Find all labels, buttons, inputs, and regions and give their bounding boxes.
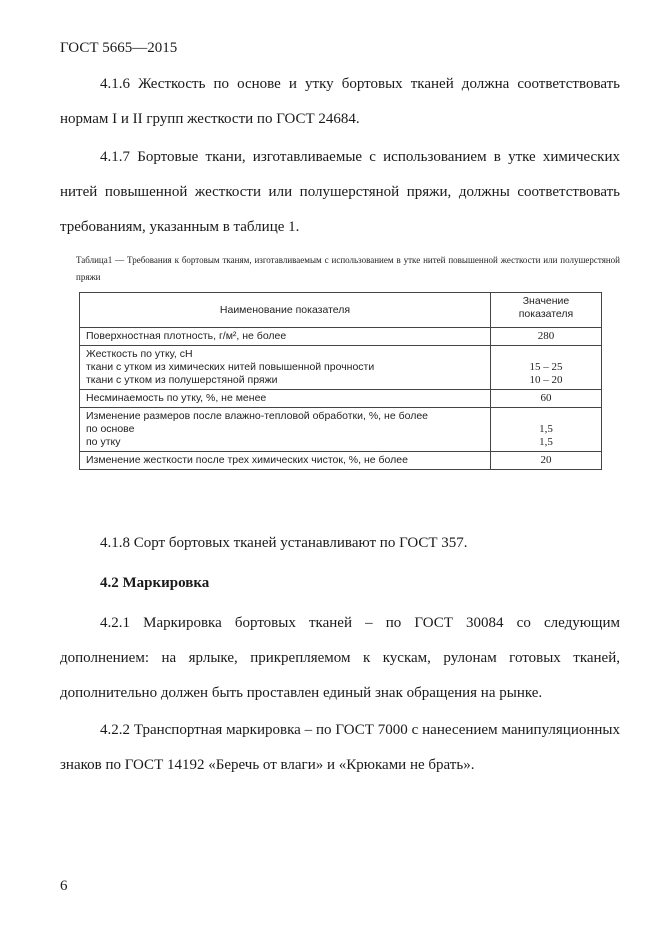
requirements-table: [79, 292, 602, 470]
table-row: [80, 328, 602, 346]
row-value-line: 15 – 25: [529, 361, 563, 373]
row-name-cell: [80, 328, 491, 346]
row-value-cell: [491, 328, 602, 346]
row-value-cell: [491, 408, 602, 452]
table-row: [80, 408, 602, 452]
document-header: ГОСТ 5665—2015: [60, 40, 178, 56]
row-value-line: 1,5: [539, 423, 553, 435]
section-heading-marking: 4.2 Маркировка: [100, 575, 210, 591]
row-name-line: по основе: [86, 423, 135, 435]
table-header-row: [80, 293, 602, 328]
column-header-value: [491, 293, 602, 328]
row-value-line: [497, 410, 595, 423]
row-name-line: Изменение жесткости после трех химических чисток, %, не более: [86, 454, 408, 466]
row-value-cell: [491, 346, 602, 390]
row-name-line: Поверхностная плотность, г/м², не более: [86, 330, 287, 342]
row-name-line: Жесткость по утку, сН: [86, 348, 193, 360]
row-name-line: Несминаемость по утку, %, не менее: [86, 392, 267, 404]
row-value-line: 60: [540, 392, 552, 404]
row-value-line: 1,5: [539, 436, 553, 448]
row-name-cell: [80, 408, 491, 452]
row-name-cell: [80, 390, 491, 408]
paragraph-4-1-7: 4.1.7 Бортовые ткани, изготавливаемые с использованием в утке химических нитей повышенной жесткости или полушерстяной пряжи, должны соответствовать требованиям, указанным в таблице 1.: [60, 149, 620, 235]
column-header-value-line2: показателя: [518, 308, 574, 320]
table-row: [80, 390, 602, 408]
row-name-line: по утку: [86, 436, 121, 448]
row-value-line: [497, 348, 595, 361]
row-name-line: ткани с утком из полушерстяной пряжи: [86, 374, 278, 386]
row-name-line: Изменение размеров после влажно-тепловой обработки, %, не более: [86, 410, 429, 422]
row-name-line: ткани с утком из химических нитей повышенной прочности: [86, 361, 375, 373]
column-header-value-line1: Значение: [522, 295, 570, 307]
row-value-line: 10 – 20: [529, 374, 563, 386]
paragraph-4-1-8: 4.1.8 Сорт бортовых тканей устанавливают по ГОСТ 357.: [100, 535, 468, 551]
paragraph-4-1-6: 4.1.6 Жесткость по основе и утку бортовых тканей должна соответствовать нормам I и II групп жесткости по ГОСТ 24684.: [60, 76, 620, 127]
column-header-name: Наименование показателя: [80, 293, 491, 328]
paragraph-4-2-2: 4.2.2 Транспортная маркировка – по ГОСТ 7000 с нанесением манипуляционных знаков по ГОСТ 14192 «Беречь от влаги» и «Крюками не брать».: [60, 722, 620, 773]
paragraph-4-2-1: 4.2.1 Маркировка бортовых тканей – по ГОСТ 30084 со следующим дополнением: на ярлыке, прикрепляемом к кускам, рулонам готовых тканей, дополнительно должен быть проставлен единый знак обращения на рынке.: [60, 615, 620, 701]
row-value-line: 280: [537, 330, 555, 342]
row-value-line: 20: [540, 454, 552, 466]
row-value-cell: [491, 452, 602, 470]
row-name-cell: [80, 346, 491, 390]
table-row: [80, 346, 602, 390]
row-name-cell: [80, 452, 491, 470]
table-caption: Таблица1 — Требования к бортовым тканям, изготавливаемым с использованием в утке нитей повышенной жесткости или полушерстяной пряжи: [76, 255, 620, 282]
table-row: [80, 452, 602, 470]
page-number: 6: [60, 878, 68, 894]
row-value-cell: [491, 390, 602, 408]
